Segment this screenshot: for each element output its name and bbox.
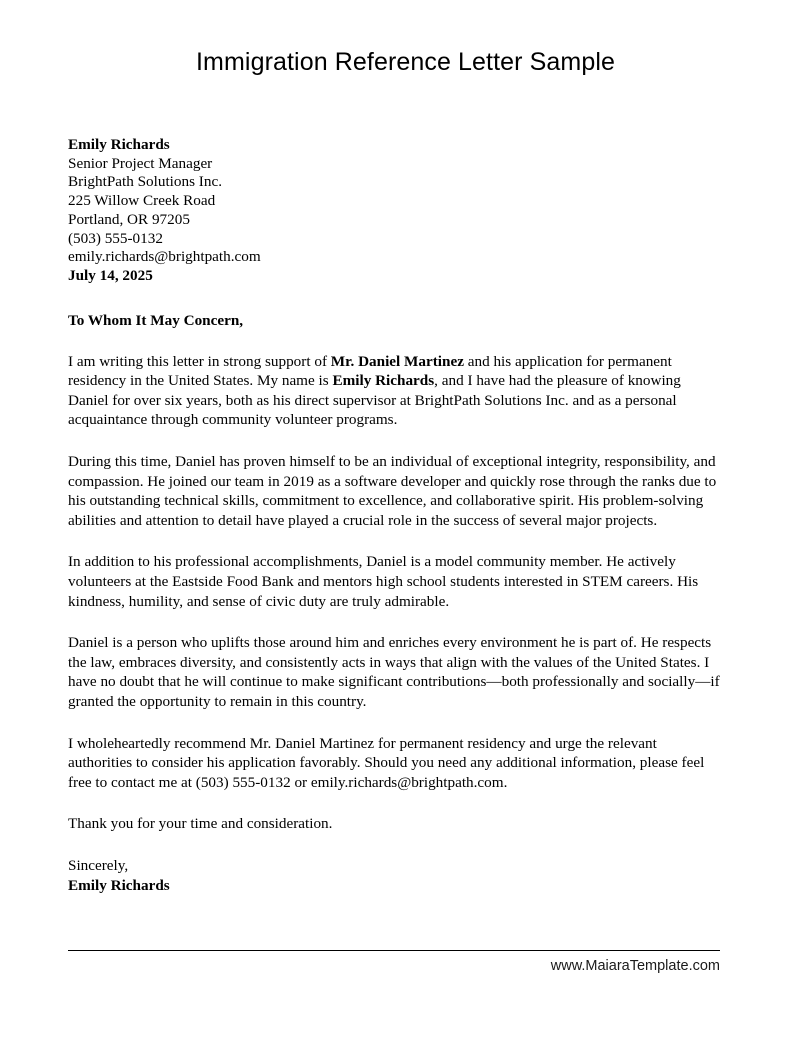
salutation: To Whom It May Concern, — [68, 311, 244, 329]
sender-company: BrightPath Solutions Inc. — [68, 173, 222, 191]
thank-you-line: Thank you for your time and consideration. — [68, 815, 333, 833]
paragraph-5: I wholeheartedly recommend Mr. Daniel Martinez for permanent residency and urge the relevant authorities to consider his application favorably. Should you need any additional information, please feel free to contact me at (503) 555-0132 or emily.richards@brightpath.com. — [68, 734, 705, 791]
paragraph-1-text-b: and his application for permanent residency in the United States. My name is — [68, 352, 672, 390]
sender-street: 225 Willow Creek Road — [68, 192, 216, 210]
sender-email: emily.richards@brightpath.com — [68, 248, 261, 266]
paragraph-1-text-a: I am writing this letter in strong support of — [68, 352, 331, 370]
page-title: Immigration Reference Letter Sample — [196, 48, 615, 76]
sender-job-title: Senior Project Manager — [68, 154, 213, 172]
sincerely-line: Sincerely, — [68, 856, 129, 874]
paragraph-2: During this time, Daniel has proven himself to be an individual of exceptional integrity, responsibility, and compassion. He joined our team in 2019 as a software developer and quickly rose through the ranks due to his outstanding technical skills, commitment to excellence, and collaborative spirit. His problem-solving abilities and attention to detail have played a crucial role in the success of several major projects. — [68, 453, 717, 529]
signature-name: Emily Richards — [68, 876, 170, 894]
footer-website: www.MaiaraTemplate.com — [550, 958, 720, 974]
sender-address-block — [68, 136, 720, 286]
paragraph-1-text-c: , and I have had the pleasure of knowing Daniel for over six years, both as his direct supervisor at BrightPath Solutions Inc. and as a personal acquaintance through community volunteer programs. — [68, 372, 681, 429]
letter-body — [68, 136, 720, 895]
sender-phone: (503) 555-0132 — [68, 229, 163, 247]
paragraph-4: Daniel is a person who uplifts those around him and enriches every environment he is part of. He respects the law, embraces diversity, and consistently acts in ways that align with the values of the United States. I have no doubt that he will continue to make significant contributions—both professionally and socially—if granted the opportunity to remain in this country. — [68, 634, 720, 710]
sender-city-state-zip: Portland, OR 97205 — [68, 210, 190, 228]
letter-date: July 14, 2025 — [68, 266, 153, 284]
signature-block — [68, 856, 720, 895]
paragraph-1-bold-subject: Mr. Daniel Martinez — [330, 352, 464, 370]
paragraph-1-bold-author: Emily Richards — [332, 372, 435, 390]
footer-divider — [68, 950, 720, 951]
paragraph-3: In addition to his professional accomplishments, Daniel is a model community member. He actively volunteers at the Eastside Food Bank and mentors high school students interested in STEM careers. His kindness, humility, and sense of civic duty are truly admirable. — [68, 553, 699, 610]
sender-name: Emily Richards — [68, 136, 170, 153]
paragraph-1 — [68, 352, 720, 430]
